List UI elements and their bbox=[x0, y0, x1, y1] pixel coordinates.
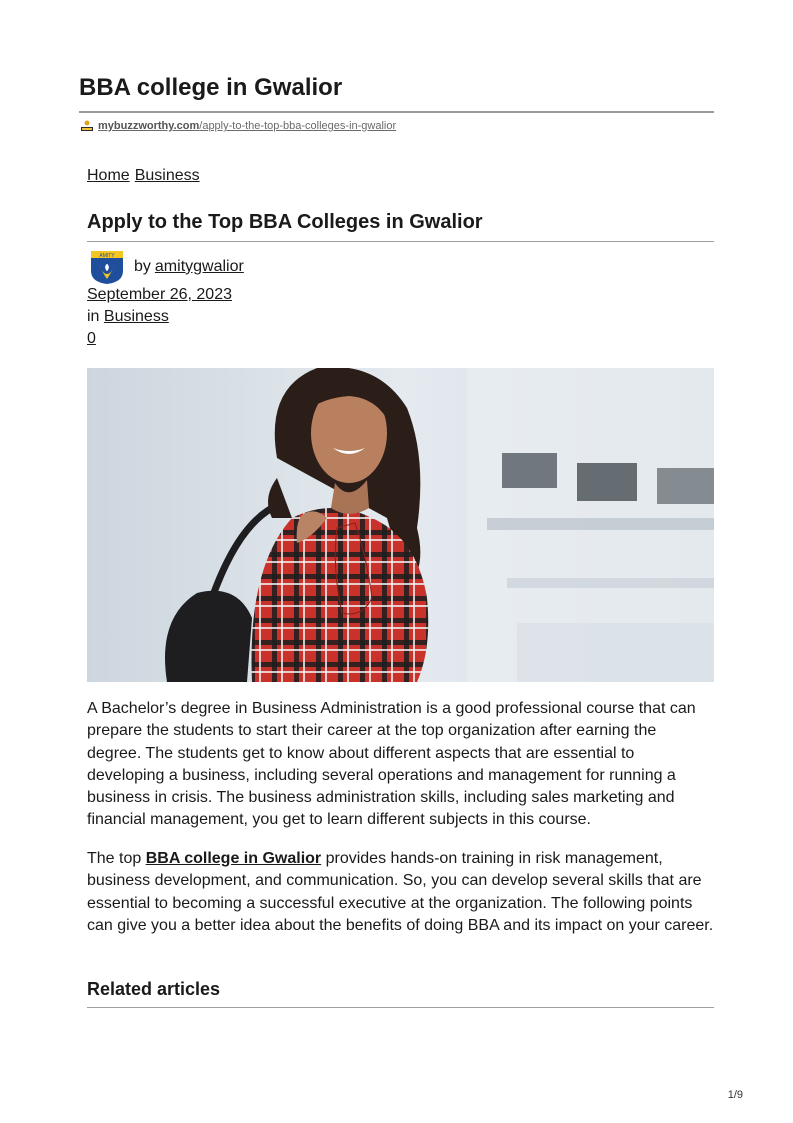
category-in-label: in bbox=[87, 308, 100, 325]
article-paragraph-2 bbox=[87, 848, 714, 937]
author-row bbox=[89, 249, 244, 285]
document-title: BBA college in Gwalior bbox=[79, 74, 343, 101]
date-line bbox=[87, 286, 232, 304]
source-url-link[interactable] bbox=[98, 120, 396, 132]
breadcrumb-home-link[interactable]: Home bbox=[87, 167, 130, 184]
paragraph-2-suffix: provides hands-on training in risk management, business development, and communication. So, you can develop several skills that are essential to becoming a successful executive at the organization. The following points can give you a better idea about the benefits of doing BBA and its impact on your career. bbox=[87, 850, 714, 934]
source-domain: mybuzzworthy.com bbox=[98, 120, 200, 132]
comments-count-link[interactable]: 0 bbox=[87, 330, 96, 347]
related-articles-heading: Related articles bbox=[87, 979, 221, 999]
category-link[interactable]: Business bbox=[103, 308, 169, 325]
source-path: /apply-to-the-top-bba-colleges-in-gwalior bbox=[199, 120, 397, 132]
title-divider bbox=[79, 111, 714, 113]
bba-college-link[interactable]: BBA college in Gwalior bbox=[145, 850, 322, 867]
breadcrumb bbox=[87, 167, 205, 185]
article-title: Apply to the Top BBA Colleges in Gwalior bbox=[87, 211, 483, 233]
hero-photo-student bbox=[87, 368, 714, 682]
comments-line bbox=[87, 330, 96, 348]
page-number: 1/9 bbox=[727, 1089, 743, 1101]
avatar-logo-text: AMITY bbox=[99, 253, 115, 259]
hero-image bbox=[87, 368, 714, 682]
article-title-divider bbox=[87, 241, 714, 242]
related-articles-divider bbox=[87, 1007, 714, 1008]
article-paragraph-1: A Bachelor’s degree in Business Administration is a good professional course that can prepare the students to start their career at the top organization after earning the degree. The students get to know about different aspects that are essential to developing a business, including several operations and management for running a business in crisis. The business administration skills, including sales marketing and financial management, you get to learn different subjects in this course. bbox=[87, 700, 696, 829]
category-line bbox=[87, 308, 169, 326]
author-avatar[interactable] bbox=[89, 249, 125, 285]
author-link[interactable]: amitygwalior bbox=[154, 258, 244, 275]
breadcrumb-business-link[interactable]: Business bbox=[134, 167, 200, 184]
source-link-row bbox=[80, 118, 396, 134]
paragraph-2-prefix: The top bbox=[87, 850, 146, 867]
author-by-label: by bbox=[134, 258, 151, 275]
article-date-link[interactable]: September 26, 2023 bbox=[87, 286, 232, 303]
site-favicon-icon bbox=[80, 119, 94, 133]
